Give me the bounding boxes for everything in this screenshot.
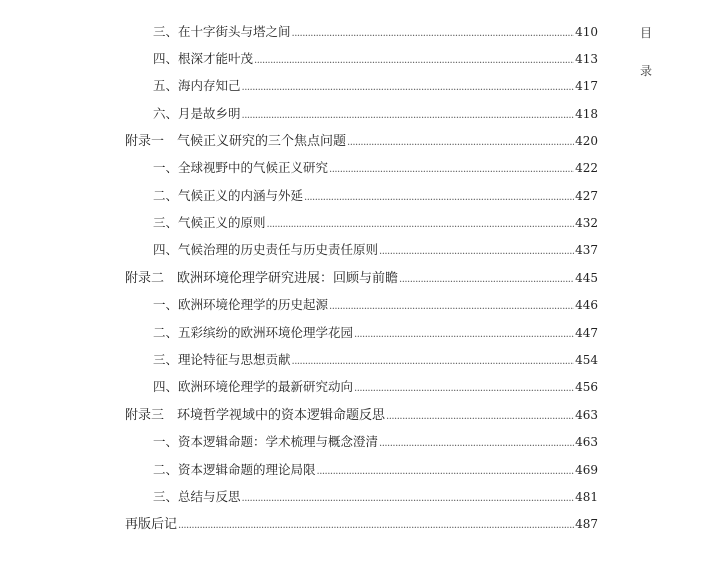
leader-dots <box>354 325 574 345</box>
toc-entry-page: 487 <box>575 517 598 531</box>
toc-entry-label: 附录二 欧洲环境伦理学研究进展：回顾与前瞻 <box>125 271 399 286</box>
leader-dots <box>292 24 575 44</box>
leader-dots <box>379 242 574 262</box>
toc-entry-page: 417 <box>575 79 598 93</box>
leader-dots <box>254 51 574 71</box>
toc-entry-label: 一、全球视野中的气候正义研究 <box>153 160 329 175</box>
toc-entry[interactable] <box>153 432 598 452</box>
toc-entry-label: 六、月是故乡明 <box>153 106 241 121</box>
toc-entry-page: 437 <box>575 243 598 257</box>
toc-entry[interactable] <box>153 350 598 370</box>
toc-entry-postscript[interactable] <box>125 514 598 534</box>
running-header-char-2: 录 <box>640 64 653 78</box>
leader-dots <box>329 297 574 317</box>
toc-entry-label: 四、欧洲环境伦理学的最新研究动向 <box>153 379 354 394</box>
toc-entry-label: 二、资本逻辑命题的理论局限 <box>153 462 316 477</box>
leader-dots <box>386 407 574 427</box>
toc-entry-label: 再版后记 <box>125 517 178 532</box>
toc-entry[interactable] <box>153 460 598 480</box>
toc-entry-page: 422 <box>575 161 598 175</box>
toc-entry-page: 427 <box>575 189 598 203</box>
leader-dots <box>267 215 575 235</box>
toc-entry-appendix[interactable] <box>125 405 598 425</box>
toc-entry-page: 447 <box>575 326 598 340</box>
toc-entry-page: 481 <box>575 490 598 504</box>
toc-entry-page: 418 <box>575 107 598 121</box>
toc-entry-label: 一、欧洲环境伦理学的历史起源 <box>153 297 329 312</box>
toc-entry-appendix[interactable] <box>125 268 598 288</box>
leader-dots <box>292 352 575 372</box>
leader-dots <box>242 489 575 509</box>
toc-entry-page: 456 <box>575 380 598 394</box>
leader-dots <box>329 160 574 180</box>
toc-entry-page: 454 <box>575 353 598 367</box>
toc-entry[interactable] <box>153 22 598 42</box>
toc-entry[interactable] <box>153 487 598 507</box>
toc-entry-label: 二、五彩缤纷的欧洲环境伦理学花园 <box>153 325 354 340</box>
toc-entry[interactable] <box>153 240 598 260</box>
toc-entry[interactable] <box>153 295 598 315</box>
toc-entry-appendix[interactable] <box>125 131 598 151</box>
toc-entry-page: 410 <box>575 25 598 39</box>
toc-entry-page: 469 <box>575 463 598 477</box>
toc-entry-page: 463 <box>575 435 598 449</box>
toc-entry-label: 二、气候正义的内涵与外延 <box>153 188 304 203</box>
toc-entry-label: 三、在十字街头与塔之间 <box>153 24 291 39</box>
leader-dots <box>242 78 575 98</box>
toc-entry-label: 四、气候治理的历史责任与历史责任原则 <box>153 242 379 257</box>
toc-entry-label: 五、海内存知己 <box>153 78 241 93</box>
leader-dots <box>178 516 574 536</box>
toc-entry[interactable] <box>153 104 598 124</box>
toc-entry-label: 附录三 环境哲学视域中的资本逻辑命题反思 <box>125 408 386 423</box>
toc-entry-page: 413 <box>575 52 598 66</box>
leader-dots <box>354 379 574 399</box>
leader-dots <box>304 188 574 208</box>
toc-entry-page: 463 <box>575 408 598 422</box>
toc-entry-label: 四、根深才能叶茂 <box>153 51 254 66</box>
toc-entry[interactable] <box>153 76 598 96</box>
toc-entry-label: 三、总结与反思 <box>153 489 241 504</box>
toc-entry[interactable] <box>153 186 598 206</box>
toc-entry-label: 三、气候正义的原则 <box>153 215 266 230</box>
toc-entry[interactable] <box>153 213 598 233</box>
leader-dots <box>317 462 575 482</box>
toc-entry[interactable] <box>153 49 598 69</box>
toc-entry-page: 445 <box>575 271 598 285</box>
toc-entry-page: 420 <box>575 134 598 148</box>
leader-dots <box>242 106 575 126</box>
toc-entry[interactable] <box>153 377 598 397</box>
running-header-char-1: 目 <box>640 26 653 40</box>
toc-entry[interactable] <box>153 323 598 343</box>
leader-dots <box>379 434 574 454</box>
toc-entry-label: 三、理论特征与思想贡献 <box>153 352 291 367</box>
leader-dots <box>347 133 574 153</box>
leader-dots <box>399 270 574 290</box>
toc-entry-label: 附录一 气候正义研究的三个焦点问题 <box>125 134 347 149</box>
toc-entry[interactable] <box>153 158 598 178</box>
toc-entry-page: 446 <box>575 298 598 312</box>
toc-entry-label: 一、资本逻辑命题：学术梳理与概念澄清 <box>153 434 379 449</box>
toc-entry-page: 432 <box>575 216 598 230</box>
